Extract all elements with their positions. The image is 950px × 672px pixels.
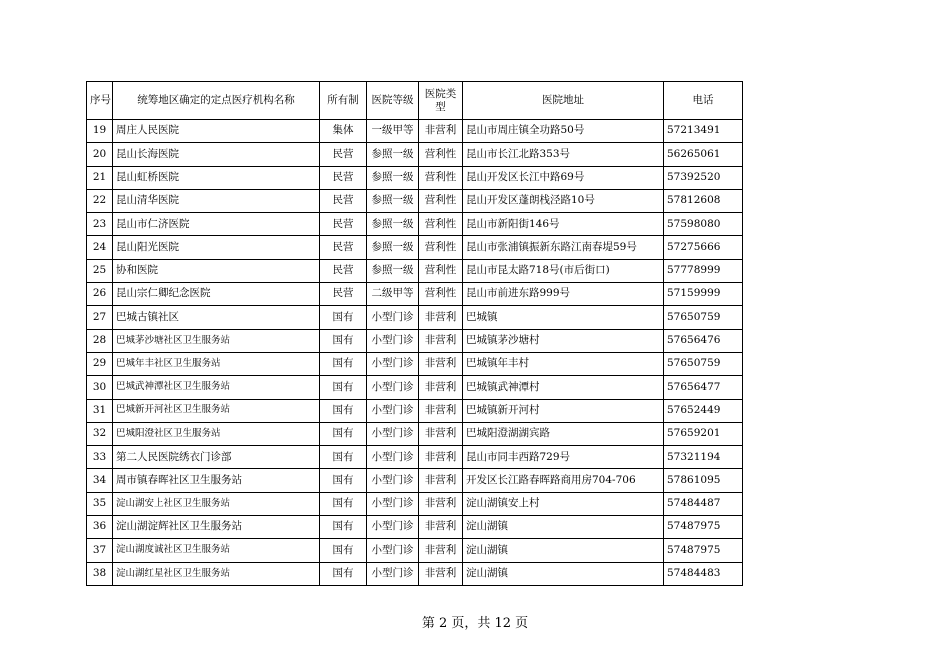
cell-no: 38 bbox=[87, 562, 113, 585]
cell-level: 参照一级 bbox=[367, 213, 419, 236]
cell-phone: 57812608 bbox=[664, 189, 743, 212]
cell-no: 19 bbox=[87, 120, 113, 143]
cell-address: 巴城镇武神潭村 bbox=[463, 376, 664, 399]
cell-type: 非营利 bbox=[419, 376, 463, 399]
table-row bbox=[87, 352, 743, 375]
cell-no: 37 bbox=[87, 539, 113, 562]
cell-level: 小型门诊 bbox=[367, 399, 419, 422]
table-row bbox=[87, 562, 743, 585]
cell-type: 非营利 bbox=[419, 306, 463, 329]
cell-no: 35 bbox=[87, 492, 113, 515]
cell-name: 昆山阳光医院 bbox=[113, 236, 320, 259]
cell-level: 小型门诊 bbox=[367, 446, 419, 469]
cell-name: 协和医院 bbox=[113, 259, 320, 282]
table-row bbox=[87, 376, 743, 399]
cell-level: 小型门诊 bbox=[367, 376, 419, 399]
cell-name: 巴城武神潭社区卫生服务站 bbox=[113, 376, 320, 399]
table-row bbox=[87, 306, 743, 329]
cell-ownership: 国有 bbox=[320, 446, 367, 469]
cell-no: 24 bbox=[87, 236, 113, 259]
cell-no: 33 bbox=[87, 446, 113, 469]
cell-level: 小型门诊 bbox=[367, 562, 419, 585]
cell-name: 昆山清华医院 bbox=[113, 189, 320, 212]
cell-ownership: 国有 bbox=[320, 399, 367, 422]
cell-no: 29 bbox=[87, 352, 113, 375]
cell-level: 小型门诊 bbox=[367, 539, 419, 562]
cell-level: 小型门诊 bbox=[367, 306, 419, 329]
cell-phone: 57656477 bbox=[664, 376, 743, 399]
cell-ownership: 国有 bbox=[320, 352, 367, 375]
cell-name: 昆山长海医院 bbox=[113, 143, 320, 166]
cell-ownership: 民营 bbox=[320, 236, 367, 259]
cell-level: 参照一级 bbox=[367, 189, 419, 212]
cell-level: 参照一级 bbox=[367, 143, 419, 166]
cell-name: 巴城新开河社区卫生服务站 bbox=[113, 399, 320, 422]
header-name: 统筹地区确定的定点医疗机构名称 bbox=[113, 82, 320, 120]
cell-ownership: 国有 bbox=[320, 329, 367, 352]
cell-ownership: 国有 bbox=[320, 422, 367, 445]
cell-address: 巴城镇新开河村 bbox=[463, 399, 664, 422]
hospital-table bbox=[86, 81, 743, 586]
cell-level: 小型门诊 bbox=[367, 469, 419, 492]
cell-name: 昆山虹桥医院 bbox=[113, 166, 320, 189]
cell-no: 31 bbox=[87, 399, 113, 422]
cell-address: 昆山市周庄镇全功路50号 bbox=[463, 120, 664, 143]
cell-type: 非营利 bbox=[419, 446, 463, 469]
cell-level: 二级甲等 bbox=[367, 283, 419, 306]
cell-address: 昆山市张浦镇振新东路江南春堤59号 bbox=[463, 236, 664, 259]
cell-phone: 57213491 bbox=[664, 120, 743, 143]
page-footer: 第 2 页，共 12 页 bbox=[421, 616, 529, 631]
cell-name: 淀山湖安上社区卫生服务站 bbox=[113, 492, 320, 515]
cell-type: 非营利 bbox=[419, 562, 463, 585]
table-row bbox=[87, 189, 743, 212]
cell-address: 巴城镇 bbox=[463, 306, 664, 329]
cell-ownership: 国有 bbox=[320, 492, 367, 515]
header-level: 医院等级 bbox=[367, 82, 419, 120]
cell-name: 周庄人民医院 bbox=[113, 120, 320, 143]
cell-name: 巴城茅沙塘社区卫生服务站 bbox=[113, 329, 320, 352]
table-row bbox=[87, 399, 743, 422]
cell-no: 26 bbox=[87, 283, 113, 306]
cell-ownership: 国有 bbox=[320, 306, 367, 329]
cell-type: 营利性 bbox=[419, 189, 463, 212]
table-row bbox=[87, 446, 743, 469]
cell-level: 小型门诊 bbox=[367, 492, 419, 515]
cell-no: 28 bbox=[87, 329, 113, 352]
cell-ownership: 国有 bbox=[320, 539, 367, 562]
cell-name: 周市镇春晖社区卫生服务站 bbox=[113, 469, 320, 492]
cell-no: 34 bbox=[87, 469, 113, 492]
cell-address: 巴城镇茅沙塘村 bbox=[463, 329, 664, 352]
cell-name: 第二人民医院绣衣门诊部 bbox=[113, 446, 320, 469]
cell-type: 非营利 bbox=[419, 539, 463, 562]
cell-ownership: 民营 bbox=[320, 259, 367, 282]
table-row bbox=[87, 422, 743, 445]
cell-ownership: 民营 bbox=[320, 166, 367, 189]
cell-level: 一级甲等 bbox=[367, 120, 419, 143]
cell-phone: 57487975 bbox=[664, 539, 743, 562]
cell-phone: 57392520 bbox=[664, 166, 743, 189]
cell-name: 淀山湖淀辉社区卫生服务站 bbox=[113, 516, 320, 539]
cell-address: 昆山开发区蓬朗栈泾路10号 bbox=[463, 189, 664, 212]
cell-level: 小型门诊 bbox=[367, 329, 419, 352]
cell-address: 淀山湖镇安上村 bbox=[463, 492, 664, 515]
cell-no: 25 bbox=[87, 259, 113, 282]
cell-phone: 57275666 bbox=[664, 236, 743, 259]
cell-type: 营利性 bbox=[419, 236, 463, 259]
cell-type: 营利性 bbox=[419, 213, 463, 236]
cell-phone: 57656476 bbox=[664, 329, 743, 352]
cell-type: 非营利 bbox=[419, 422, 463, 445]
header-address: 医院地址 bbox=[463, 82, 664, 120]
cell-ownership: 民营 bbox=[320, 143, 367, 166]
cell-phone: 57650759 bbox=[664, 306, 743, 329]
cell-address: 开发区长江路春晖路商用房704-706 bbox=[463, 469, 664, 492]
cell-level: 参照一级 bbox=[367, 166, 419, 189]
table-row bbox=[87, 329, 743, 352]
cell-type: 非营利 bbox=[419, 352, 463, 375]
cell-level: 小型门诊 bbox=[367, 516, 419, 539]
cell-address: 巴城镇年丰村 bbox=[463, 352, 664, 375]
cell-name: 昆山市仁济医院 bbox=[113, 213, 320, 236]
cell-no: 30 bbox=[87, 376, 113, 399]
cell-type: 非营利 bbox=[419, 329, 463, 352]
cell-phone: 56265061 bbox=[664, 143, 743, 166]
table-row bbox=[87, 283, 743, 306]
cell-phone: 57484487 bbox=[664, 492, 743, 515]
cell-phone: 57598080 bbox=[664, 213, 743, 236]
cell-no: 36 bbox=[87, 516, 113, 539]
cell-no: 23 bbox=[87, 213, 113, 236]
cell-level: 参照一级 bbox=[367, 236, 419, 259]
table-row bbox=[87, 469, 743, 492]
table-row bbox=[87, 539, 743, 562]
cell-phone: 57321194 bbox=[664, 446, 743, 469]
cell-type: 营利性 bbox=[419, 166, 463, 189]
table-row bbox=[87, 259, 743, 282]
cell-name: 巴城年丰社区卫生服务站 bbox=[113, 352, 320, 375]
cell-ownership: 民营 bbox=[320, 189, 367, 212]
cell-level: 小型门诊 bbox=[367, 422, 419, 445]
table-row bbox=[87, 213, 743, 236]
header-phone: 电话 bbox=[664, 82, 743, 120]
cell-type: 非营利 bbox=[419, 469, 463, 492]
cell-no: 27 bbox=[87, 306, 113, 329]
cell-no: 21 bbox=[87, 166, 113, 189]
table-row bbox=[87, 143, 743, 166]
cell-no: 32 bbox=[87, 422, 113, 445]
cell-address: 巴城阳澄湖湖宾路 bbox=[463, 422, 664, 445]
header-type: 医院类型 bbox=[419, 82, 463, 120]
cell-name: 昆山宗仁卿纪念医院 bbox=[113, 283, 320, 306]
cell-address: 昆山市长江北路353号 bbox=[463, 143, 664, 166]
cell-no: 20 bbox=[87, 143, 113, 166]
cell-address: 淀山湖镇 bbox=[463, 539, 664, 562]
cell-ownership: 民营 bbox=[320, 213, 367, 236]
cell-level: 小型门诊 bbox=[367, 352, 419, 375]
cell-address: 昆山市昆太路718号(市后街口) bbox=[463, 259, 664, 282]
cell-ownership: 国有 bbox=[320, 562, 367, 585]
cell-name: 淀山湖红星社区卫生服务站 bbox=[113, 562, 320, 585]
cell-phone: 57159999 bbox=[664, 283, 743, 306]
cell-type: 营利性 bbox=[419, 143, 463, 166]
cell-ownership: 国有 bbox=[320, 516, 367, 539]
cell-name: 淀山湖度诚社区卫生服务站 bbox=[113, 539, 320, 562]
table-row bbox=[87, 492, 743, 515]
header-no: 序号 bbox=[87, 82, 113, 120]
cell-address: 淀山湖镇 bbox=[463, 516, 664, 539]
cell-address: 淀山湖镇 bbox=[463, 562, 664, 585]
cell-address: 昆山市前进东路999号 bbox=[463, 283, 664, 306]
cell-level: 参照一级 bbox=[367, 259, 419, 282]
table-header-row bbox=[87, 82, 743, 120]
cell-ownership: 民营 bbox=[320, 283, 367, 306]
cell-phone: 57659201 bbox=[664, 422, 743, 445]
cell-phone: 57487975 bbox=[664, 516, 743, 539]
cell-ownership: 集体 bbox=[320, 120, 367, 143]
cell-type: 非营利 bbox=[419, 399, 463, 422]
cell-type: 营利性 bbox=[419, 283, 463, 306]
table-row bbox=[87, 516, 743, 539]
table-row bbox=[87, 166, 743, 189]
cell-ownership: 国有 bbox=[320, 376, 367, 399]
header-ownership: 所有制 bbox=[320, 82, 367, 120]
cell-phone: 57861095 bbox=[664, 469, 743, 492]
table-row bbox=[87, 236, 743, 259]
cell-no: 22 bbox=[87, 189, 113, 212]
table-body bbox=[87, 120, 743, 586]
cell-phone: 57778999 bbox=[664, 259, 743, 282]
cell-type: 营利性 bbox=[419, 259, 463, 282]
cell-type: 非营利 bbox=[419, 120, 463, 143]
cell-phone: 57484483 bbox=[664, 562, 743, 585]
cell-address: 昆山市新阳街146号 bbox=[463, 213, 664, 236]
cell-name: 巴城阳澄社区卫生服务站 bbox=[113, 422, 320, 445]
table-row bbox=[87, 120, 743, 143]
cell-address: 昆山市同丰西路729号 bbox=[463, 446, 664, 469]
cell-address: 昆山开发区长江中路69号 bbox=[463, 166, 664, 189]
cell-type: 非营利 bbox=[419, 492, 463, 515]
cell-phone: 57650759 bbox=[664, 352, 743, 375]
cell-type: 非营利 bbox=[419, 516, 463, 539]
cell-name: 巴城古镇社区 bbox=[113, 306, 320, 329]
cell-ownership: 国有 bbox=[320, 469, 367, 492]
cell-phone: 57652449 bbox=[664, 399, 743, 422]
